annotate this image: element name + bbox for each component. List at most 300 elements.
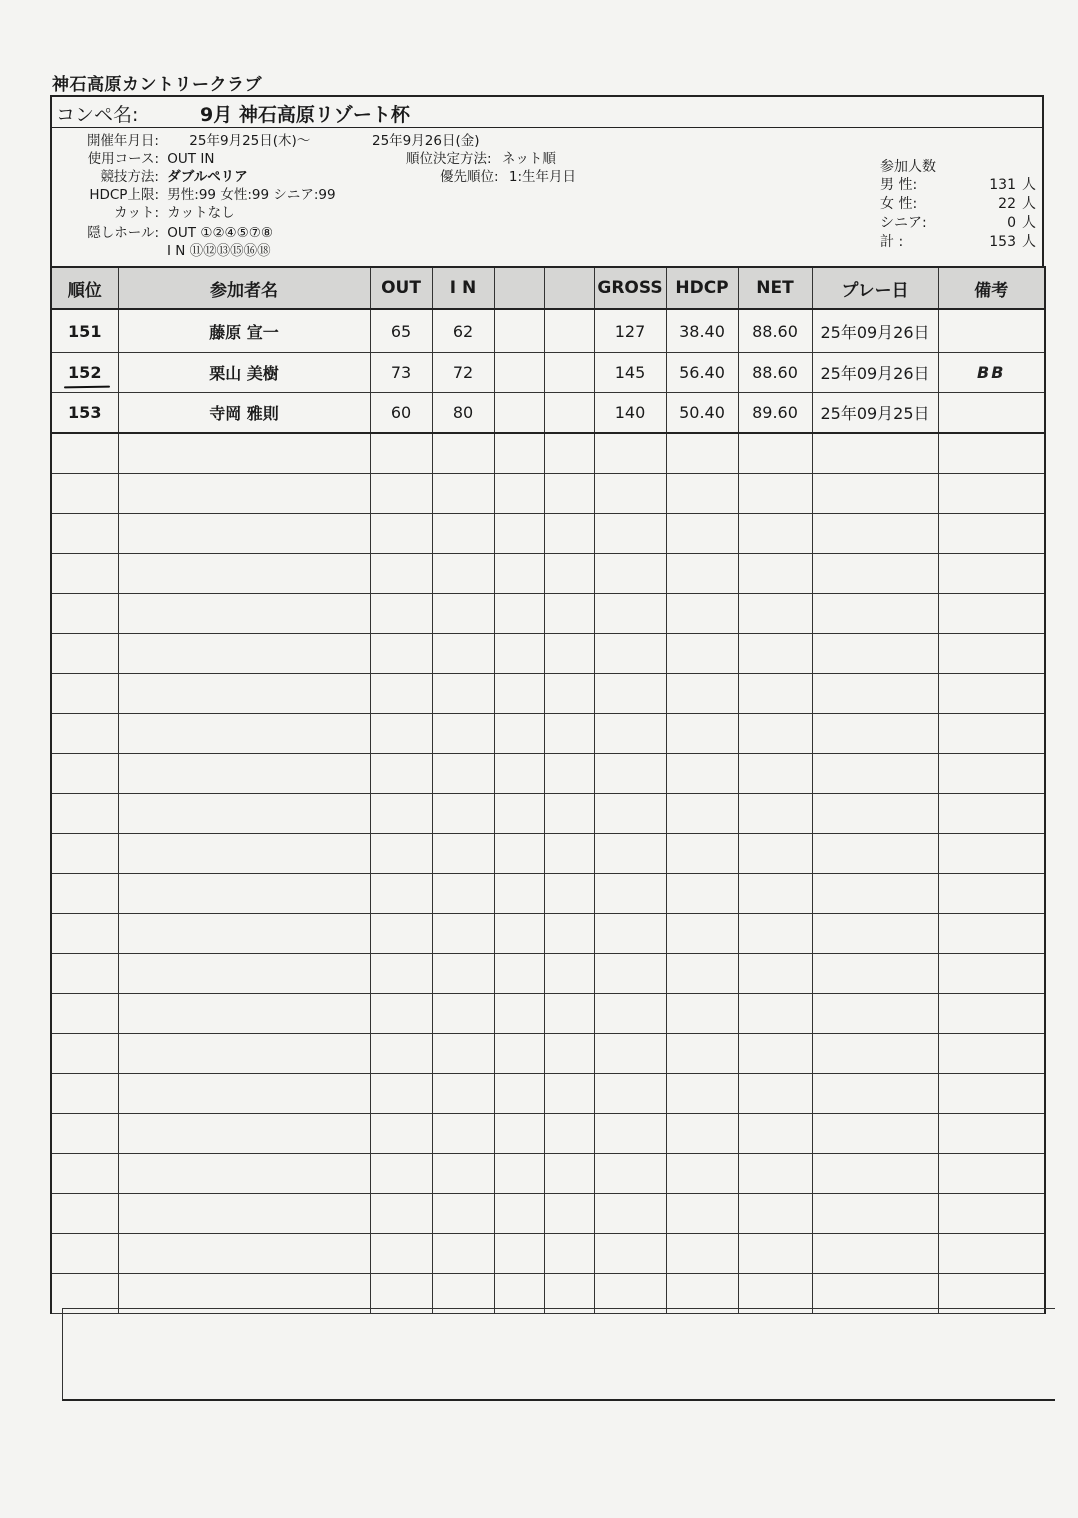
empty-cell xyxy=(738,514,812,554)
empty-cell xyxy=(51,1114,118,1154)
cut-label: カット: xyxy=(114,205,159,221)
empty-cell xyxy=(432,1154,494,1194)
empty-cell xyxy=(51,1074,118,1114)
empty-cell xyxy=(370,1194,432,1234)
empty-row xyxy=(51,433,1045,474)
empty-cell xyxy=(51,794,118,834)
empty-cell xyxy=(738,874,812,914)
count-value: 131 xyxy=(989,177,1016,193)
empty-cell xyxy=(370,1154,432,1194)
empty-cell xyxy=(432,714,494,754)
empty-cell xyxy=(494,874,544,914)
empty-cell xyxy=(666,994,738,1034)
table-row xyxy=(51,309,1045,353)
hdcp-value: 男性:99 女性:99 シニア:99 xyxy=(167,187,336,203)
empty-cell xyxy=(738,754,812,794)
empty-cell xyxy=(51,634,118,674)
empty-cell xyxy=(738,474,812,514)
empty-cell xyxy=(738,554,812,594)
header-blank-1 xyxy=(494,267,544,309)
header-hdcp: HDCP xyxy=(666,267,738,309)
count-label: シニア: xyxy=(880,215,927,231)
empty-cell xyxy=(118,1034,370,1074)
empty-cell xyxy=(494,1154,544,1194)
count-value: 0 xyxy=(1007,215,1016,231)
header-net: NET xyxy=(738,267,812,309)
competition-label: コンペ名: xyxy=(56,104,139,126)
net-cell: 88.60 xyxy=(738,353,812,393)
empty-cell xyxy=(666,914,738,954)
blank-cell xyxy=(494,393,544,434)
empty-row xyxy=(51,634,1045,674)
empty-cell xyxy=(666,1074,738,1114)
empty-cell xyxy=(118,1194,370,1234)
empty-cell xyxy=(594,594,666,634)
empty-cell xyxy=(494,754,544,794)
play-date-cell: 25年09月26日 xyxy=(812,309,938,353)
empty-cell xyxy=(118,674,370,714)
empty-cell xyxy=(812,1194,938,1234)
empty-cell xyxy=(666,474,738,514)
empty-cell xyxy=(432,914,494,954)
empty-cell xyxy=(938,754,1045,794)
blank-cell xyxy=(544,393,594,434)
empty-cell xyxy=(738,834,812,874)
empty-cell xyxy=(494,1034,544,1074)
empty-cell xyxy=(938,554,1045,594)
empty-cell xyxy=(666,834,738,874)
empty-cell xyxy=(544,594,594,634)
table-header-row xyxy=(51,267,1045,309)
header-remarks: 備考 xyxy=(938,267,1045,309)
empty-cell xyxy=(370,554,432,594)
empty-cell xyxy=(666,874,738,914)
empty-cell xyxy=(938,834,1045,874)
empty-cell xyxy=(738,674,812,714)
hidden-holes-label: 隠しホール: xyxy=(87,225,159,241)
empty-cell xyxy=(666,754,738,794)
remarks-cell xyxy=(938,309,1045,353)
empty-cell xyxy=(432,1034,494,1074)
ranking-label: 順位決定方法: xyxy=(406,151,492,167)
empty-cell xyxy=(938,594,1045,634)
empty-cell xyxy=(118,794,370,834)
empty-cell xyxy=(938,874,1045,914)
empty-cell xyxy=(594,914,666,954)
empty-cell xyxy=(544,1154,594,1194)
header-play-date: プレー日 xyxy=(812,267,938,309)
out-cell: 73 xyxy=(370,353,432,393)
date-label: 開催年月日: xyxy=(86,133,159,149)
empty-cell xyxy=(432,994,494,1034)
empty-cell xyxy=(666,1114,738,1154)
empty-cell xyxy=(118,994,370,1034)
empty-cell xyxy=(118,433,370,474)
empty-cell xyxy=(738,1234,812,1274)
results-table xyxy=(50,266,1046,1314)
name-cell: 藤原 宣一 xyxy=(118,309,370,353)
hdcp-cell: 56.40 xyxy=(666,353,738,393)
name-cell: 栗山 美樹 xyxy=(118,353,370,393)
empty-cell xyxy=(370,514,432,554)
empty-cell xyxy=(666,594,738,634)
empty-cell xyxy=(544,914,594,954)
out-cell: 65 xyxy=(370,309,432,353)
empty-cell xyxy=(118,1074,370,1114)
empty-cell xyxy=(738,914,812,954)
empty-row xyxy=(51,754,1045,794)
empty-cell xyxy=(594,954,666,994)
cut-row xyxy=(52,204,235,222)
count-unit: 人 xyxy=(1022,177,1036,193)
empty-row xyxy=(51,1074,1045,1114)
empty-cell xyxy=(738,634,812,674)
empty-cell xyxy=(594,1034,666,1074)
date-end: 25年9月26日(金) xyxy=(372,133,480,149)
in-cell: 62 xyxy=(432,309,494,353)
empty-cell xyxy=(666,674,738,714)
empty-cell xyxy=(370,674,432,714)
empty-cell xyxy=(666,1194,738,1234)
empty-cell xyxy=(544,634,594,674)
priority-label: 優先順位: xyxy=(440,169,499,185)
empty-row xyxy=(51,554,1045,594)
empty-cell xyxy=(494,794,544,834)
empty-cell xyxy=(812,674,938,714)
empty-cell xyxy=(938,433,1045,474)
empty-cell xyxy=(938,634,1045,674)
empty-cell xyxy=(370,994,432,1034)
net-cell: 88.60 xyxy=(738,309,812,353)
date-start: 25年9月25日(木)～ xyxy=(189,133,311,149)
ranking-row xyxy=(406,150,556,168)
participant-count-title: 参加人数 xyxy=(880,159,936,175)
empty-cell xyxy=(666,1034,738,1074)
empty-row xyxy=(51,914,1045,954)
empty-cell xyxy=(812,874,938,914)
empty-cell xyxy=(938,1114,1045,1154)
empty-row xyxy=(51,994,1045,1034)
empty-cell xyxy=(666,1154,738,1194)
empty-cell xyxy=(938,1194,1045,1234)
club-name: 神石高原カントリークラブ xyxy=(52,75,262,95)
empty-cell xyxy=(494,1114,544,1154)
empty-cell xyxy=(51,554,118,594)
empty-cell xyxy=(812,1114,938,1154)
empty-cell xyxy=(370,874,432,914)
empty-row xyxy=(51,1154,1045,1194)
handwritten-underline xyxy=(64,386,110,389)
empty-row xyxy=(51,874,1045,914)
empty-row xyxy=(51,674,1045,714)
empty-row xyxy=(51,1194,1045,1234)
empty-cell xyxy=(594,1154,666,1194)
rank-cell: 153 xyxy=(51,393,118,434)
ranking-value: ネット順 xyxy=(501,151,556,167)
empty-cell xyxy=(594,874,666,914)
empty-cell xyxy=(51,1154,118,1194)
empty-cell xyxy=(812,1034,938,1074)
empty-cell xyxy=(432,1114,494,1154)
empty-cell xyxy=(544,433,594,474)
empty-cell xyxy=(812,433,938,474)
empty-cell xyxy=(812,954,938,994)
count-row-female xyxy=(876,195,1036,214)
empty-cell xyxy=(432,433,494,474)
table-row xyxy=(51,393,1045,434)
empty-cell xyxy=(432,634,494,674)
empty-row xyxy=(51,474,1045,514)
empty-cell xyxy=(118,554,370,594)
format-row xyxy=(52,168,248,186)
empty-rows xyxy=(51,433,1045,1314)
hidden-holes-row xyxy=(52,224,273,242)
empty-cell xyxy=(812,834,938,874)
course-row xyxy=(52,150,214,168)
count-row-senior xyxy=(876,214,1036,233)
name-cell: 寺岡 雅則 xyxy=(118,393,370,434)
empty-cell xyxy=(544,954,594,994)
play-date-cell: 25年09月25日 xyxy=(812,393,938,434)
empty-cell xyxy=(432,954,494,994)
out-cell: 60 xyxy=(370,393,432,434)
empty-cell xyxy=(51,994,118,1034)
empty-cell xyxy=(118,1234,370,1274)
hdcp-cell: 50.40 xyxy=(666,393,738,434)
empty-cell xyxy=(494,1234,544,1274)
empty-cell xyxy=(938,994,1045,1034)
empty-cell xyxy=(666,514,738,554)
empty-cell xyxy=(494,474,544,514)
empty-cell xyxy=(118,914,370,954)
empty-cell xyxy=(544,514,594,554)
empty-cell xyxy=(666,554,738,594)
empty-cell xyxy=(494,594,544,634)
empty-cell xyxy=(594,834,666,874)
cut-value: カットなし xyxy=(167,205,235,221)
table-row xyxy=(51,353,1045,393)
empty-cell xyxy=(432,1234,494,1274)
empty-cell xyxy=(544,1074,594,1114)
empty-cell xyxy=(594,1074,666,1114)
competition-name: 9月 神石高原リゾート杯 xyxy=(200,104,410,126)
empty-row xyxy=(51,834,1045,874)
empty-cell xyxy=(812,514,938,554)
empty-cell xyxy=(594,754,666,794)
empty-cell xyxy=(51,954,118,994)
count-label: 男 性: xyxy=(880,177,918,193)
rank-cell: 151 xyxy=(51,309,118,353)
results-sheet xyxy=(50,95,1044,1314)
empty-cell xyxy=(812,994,938,1034)
empty-cell xyxy=(432,1194,494,1234)
empty-cell xyxy=(938,474,1045,514)
empty-cell xyxy=(594,994,666,1034)
empty-cell xyxy=(594,554,666,594)
empty-cell xyxy=(594,674,666,714)
empty-cell xyxy=(494,714,544,754)
empty-cell xyxy=(666,794,738,834)
empty-cell xyxy=(938,1234,1045,1274)
empty-cell xyxy=(938,1154,1045,1194)
empty-cell xyxy=(594,474,666,514)
in-cell: 72 xyxy=(432,353,494,393)
empty-cell xyxy=(370,433,432,474)
empty-cell xyxy=(118,754,370,794)
header-out: OUT xyxy=(370,267,432,309)
empty-cell xyxy=(544,874,594,914)
empty-cell xyxy=(432,874,494,914)
empty-cell xyxy=(812,594,938,634)
empty-cell xyxy=(812,474,938,514)
empty-cell xyxy=(544,994,594,1034)
course-value: OUT IN xyxy=(167,151,215,167)
header-rank: 順位 xyxy=(51,267,118,309)
blank-cell xyxy=(544,353,594,393)
empty-cell xyxy=(370,754,432,794)
empty-cell xyxy=(51,834,118,874)
empty-cell xyxy=(432,474,494,514)
empty-cell xyxy=(370,834,432,874)
date-row xyxy=(52,132,310,150)
empty-row xyxy=(51,594,1045,634)
empty-cell xyxy=(432,514,494,554)
empty-cell xyxy=(494,1194,544,1234)
empty-row xyxy=(51,794,1045,834)
empty-cell xyxy=(544,714,594,754)
format-label: 競技方法: xyxy=(100,169,159,185)
empty-cell xyxy=(51,754,118,794)
empty-cell xyxy=(812,1074,938,1114)
empty-cell xyxy=(812,714,938,754)
competition-title-box xyxy=(50,95,1044,128)
empty-cell xyxy=(738,433,812,474)
empty-cell xyxy=(544,794,594,834)
empty-cell xyxy=(370,714,432,754)
empty-cell xyxy=(51,714,118,754)
empty-cell xyxy=(594,714,666,754)
empty-cell xyxy=(370,1234,432,1274)
empty-cell xyxy=(494,954,544,994)
empty-cell xyxy=(118,474,370,514)
participant-count xyxy=(876,156,1036,252)
empty-cell xyxy=(666,954,738,994)
empty-cell xyxy=(938,1074,1045,1114)
empty-cell xyxy=(738,1034,812,1074)
hdcp-cell: 38.40 xyxy=(666,309,738,353)
empty-cell xyxy=(812,634,938,674)
empty-cell xyxy=(594,794,666,834)
count-unit: 人 xyxy=(1022,196,1036,212)
empty-cell xyxy=(544,1194,594,1234)
empty-cell xyxy=(432,674,494,714)
empty-cell xyxy=(494,994,544,1034)
count-row-male xyxy=(876,176,1036,195)
empty-cell xyxy=(594,634,666,674)
empty-cell xyxy=(544,554,594,594)
empty-cell xyxy=(51,874,118,914)
empty-cell xyxy=(370,954,432,994)
empty-cell xyxy=(594,433,666,474)
blank-cell xyxy=(494,309,544,353)
empty-cell xyxy=(666,714,738,754)
empty-cell xyxy=(118,594,370,634)
empty-cell xyxy=(594,1234,666,1274)
empty-cell xyxy=(370,474,432,514)
empty-cell xyxy=(432,594,494,634)
empty-cell xyxy=(370,1074,432,1114)
empty-cell xyxy=(370,594,432,634)
empty-cell xyxy=(938,794,1045,834)
format-value: ダブルペリア xyxy=(167,169,248,185)
hdcp-label: HDCP上限: xyxy=(89,187,159,203)
empty-cell xyxy=(51,674,118,714)
empty-cell xyxy=(51,1234,118,1274)
empty-cell xyxy=(544,474,594,514)
empty-cell xyxy=(118,1154,370,1194)
header-name: 参加者名 xyxy=(118,267,370,309)
empty-cell xyxy=(666,634,738,674)
empty-cell xyxy=(118,634,370,674)
gross-cell: 127 xyxy=(594,309,666,353)
empty-cell xyxy=(812,914,938,954)
empty-cell xyxy=(51,514,118,554)
empty-cell xyxy=(544,754,594,794)
empty-cell xyxy=(544,1234,594,1274)
empty-cell xyxy=(432,1074,494,1114)
empty-cell xyxy=(51,433,118,474)
empty-row xyxy=(51,1234,1045,1274)
empty-cell xyxy=(738,1074,812,1114)
empty-cell xyxy=(494,834,544,874)
hidden-holes-out: OUT ①②④⑤⑦⑧ xyxy=(167,225,273,241)
count-unit: 人 xyxy=(1022,234,1036,250)
competition-info xyxy=(50,128,1044,266)
empty-cell xyxy=(938,914,1045,954)
empty-cell xyxy=(812,794,938,834)
empty-cell xyxy=(494,514,544,554)
priority-value: 1:生年月日 xyxy=(508,169,576,185)
empty-cell xyxy=(494,1074,544,1114)
hdcp-row xyxy=(52,186,336,204)
empty-cell xyxy=(544,834,594,874)
empty-cell xyxy=(738,794,812,834)
empty-row xyxy=(51,514,1045,554)
empty-cell xyxy=(812,754,938,794)
empty-cell xyxy=(812,554,938,594)
empty-cell xyxy=(118,874,370,914)
empty-cell xyxy=(938,714,1045,754)
header-blank-2 xyxy=(544,267,594,309)
remarks-cell: BB xyxy=(938,353,1045,393)
empty-cell xyxy=(544,1034,594,1074)
empty-cell xyxy=(738,594,812,634)
empty-cell xyxy=(738,1194,812,1234)
empty-cell xyxy=(738,1114,812,1154)
in-cell: 80 xyxy=(432,393,494,434)
empty-cell xyxy=(738,954,812,994)
empty-row xyxy=(51,1114,1045,1154)
empty-row xyxy=(51,954,1045,994)
empty-cell xyxy=(594,1194,666,1234)
count-label: 女 性: xyxy=(880,196,918,212)
course-label: 使用コース: xyxy=(87,151,159,167)
empty-row xyxy=(51,1034,1045,1074)
net-cell: 89.60 xyxy=(738,393,812,434)
empty-cell xyxy=(51,474,118,514)
play-date-cell: 25年09月26日 xyxy=(812,353,938,393)
empty-cell xyxy=(370,914,432,954)
